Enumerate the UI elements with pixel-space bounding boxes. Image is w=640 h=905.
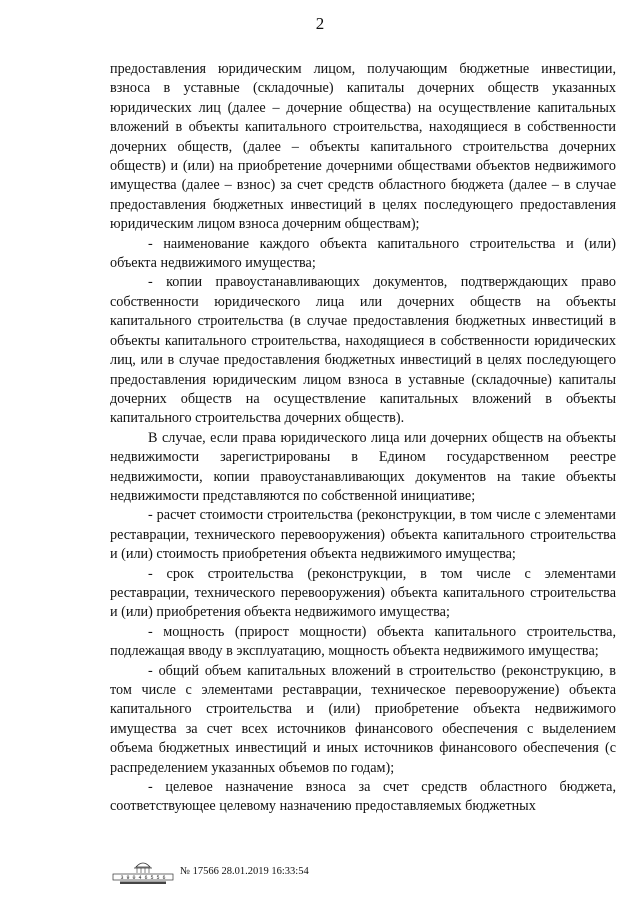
- paragraph: - копии правоустанавливающих документов, подтверждающих право собственности юридического лица или дочерних обществ на объекты капитального строительства (в случае предоставления бюджетных инвестиций в объекты капитального строительства, находящиеся в собственности юридических лиц, или в случае предоставления бюджетных инвестиций в целях последующего предоставления юридическим лицом взноса в уставные (складочные) капиталы дочерних обществ на осуществление капитальных вложений в объекты капитального строительства дочерних обществ).: [110, 274, 616, 427]
- paragraph: - целевое назначение взноса за счет средств областного бюджета, соответствующее целевому назначению предоставляемых бюджетных: [110, 779, 616, 815]
- page-number: 2: [315, 14, 325, 33]
- document-stamp: № 17566 28.01.2019 16:33:54: [180, 866, 309, 877]
- barcode-stamp-icon: [112, 858, 174, 886]
- paragraph: - мощность (прирост мощности) объекта капитального строительства, подлежащая вводу в эксплуатацию, мощность объекта недвижимого имущества;: [110, 623, 616, 660]
- paragraph: предоставления юридическим лицом, получающим бюджетные инвестиции, взноса в уставные (складочные) капиталы дочерних обществ указанных юридических лиц (далее – дочерние общества) на осуществление капитальных вложений в объекты капитального строительства, находящиеся в собственности дочерних обществ, (далее – объекты капитального строительства дочерних обществ) и (или) на приобретение дочерними обществами объектов недвижимого имущества (далее – взнос) за счет средств областного бюджета (далее – в случае предоставления бюджетных инвестиций в целях последующего предоставления юридическим лицом взноса дочерним обществам);: [110, 61, 616, 233]
- paragraph: - наименование каждого объекта капитального строительства и (или) объекта недвижимого имущества;: [110, 235, 616, 272]
- paragraph: - срок строительства (реконструкции, в том числе с элементами реставрации, технического перевооружения) объекта капитального строительства и (или) приобретения объекта недвижимого имущества;: [110, 565, 616, 621]
- registration-footer: [112, 858, 372, 888]
- barcode-digits: 3 9 0 4 6 5 5 6: [120, 875, 166, 881]
- paragraph: В случае, если права юридического лица или дочерних обществ на объекты недвижимости зарегистрированы в Едином государственном реестре недвижимости, копии правоустанавливающих документов на такие объекты недвижимости представляются по собственной инициативе;: [110, 429, 616, 504]
- paragraph: - расчет стоимости строительства (реконструкции, в том числе с элементами реставрации, технического перевооружения) объекта капитального строительства и (или) стоимость приобретения объекта недвижимого имущества;: [110, 507, 616, 563]
- paragraph: - общий объем капитальных вложений в строительство (реконструкцию, в том числе с элементами реставрации, техническое перевооружение) объекта капитального строительства и (или) приобретение объекта недвижимого имущества за счет всех источников финансового обеспечения с выделением объема бюджетных инвестиций и иных источников финансового обеспечения (с распределением указанных объемов по годам);: [110, 662, 616, 776]
- document-body: [110, 60, 616, 817]
